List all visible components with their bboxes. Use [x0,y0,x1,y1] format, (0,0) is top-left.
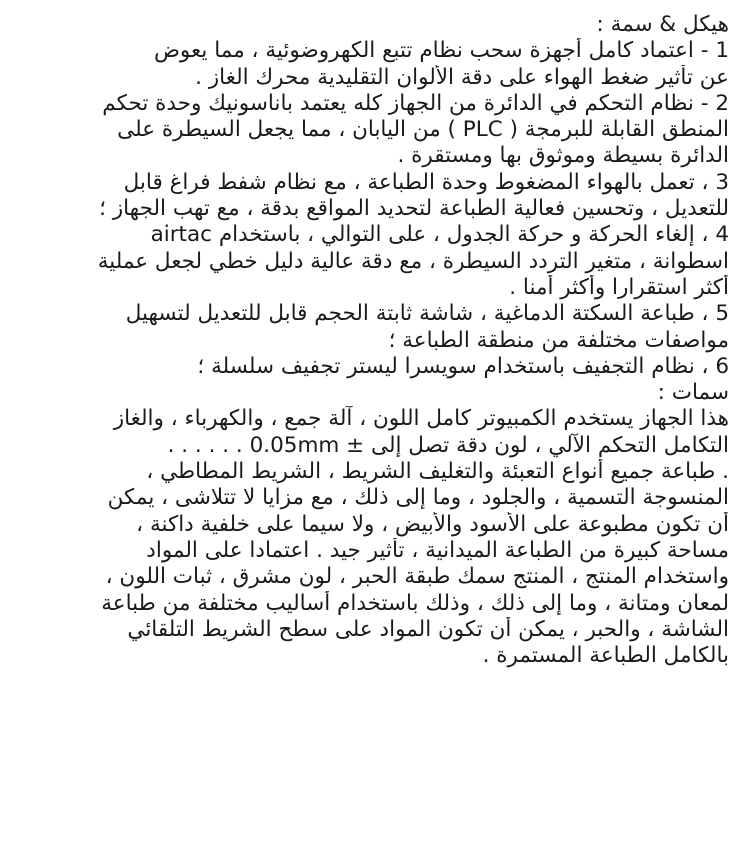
text-line: لمعان ومتانة ، وما إلى ذلك ، وذلك باستخدام أساليب مختلفة من طباعة [101,590,729,616]
text-line: مساحة كبيرة من الطباعة الميدانية ، تأثير جيد . اعتمادا على المواد [146,537,729,563]
text-line: 4 ، إلغاء الحركة و حركة الجدول ، على التوالي ، باستخدام airtac [150,222,729,248]
text-line: مواصفات مختلفة من منطقة الطباعة ؛ [388,327,729,353]
text-line: 3 ، تعمل بالهواء المضغوط وحدة الطباعة ، مع نظام شفط فراغ قابل [123,169,729,195]
text-line: التكامل التحكم الآلي ، لون دقة تصل إلى ± 0.05mm . . . . . . [167,432,729,458]
text-line: المنطق القابلة للبرمجة ( PLC ) من اليابان ، مما يجعل السيطرة على [117,117,729,143]
heading-features: سمات : [657,380,729,406]
text-line: 1 - اعتماد كامل أجهزة سحب نظام تتبع الكهروضوئية ، مما يعوض [153,38,729,64]
text-line: 6 ، نظام التجفيف باستخدام سويسرا ليستر تجفيف سلسلة ؛ [197,353,729,379]
text-line: المنسوجة التسمية ، والجلود ، وما إلى ذلك ، مع مزايا لا تتلاشى ، يمكن [107,485,729,511]
text-line: 2 - نظام التحكم في الدائرة من الجهاز كله يعتمد باناسونيك وحدة تحكم [102,90,729,116]
text-line: الشاشة ، والحبر ، يمكن أن تكون المواد على سطح الشريط التلقائي [127,616,729,642]
text-line: للتعديل ، وتحسين فعالية الطباعة لتحديد المواقع بدقة ، مع تهب الجهاز ؛ [99,196,729,222]
text-line: عن تأثير ضغط الهواء على دقة الألوان التقليدية محرك الغاز . [195,64,729,90]
text-line: الدائرة بسيطة وموثوق بها ومستقرة . [397,143,729,169]
text-line: واستخدام المنتج ، المنتج سمك طبقة الحبر ، لون مشرق ، ثبات اللون ، [105,564,729,590]
text-line: هذا الجهاز يستخدم الكمبيوتر كامل اللون ، آلة جمع ، والكهرباء ، والغاز [113,406,729,432]
text-line: أن تكون مطبوعة على الأسود والأبيض ، ولا سيما على خلفية داكنة ، [136,511,729,537]
text-line: 5 ، طباعة السكتة الدماغية ، شاشة ثابتة الحجم قابل للتعديل لتسهيل [125,301,729,327]
text-line: بالكامل الطباعة المستمرة . [482,643,729,669]
text-line: أكثر استقرارا وأكثر أمنا . [509,274,729,300]
text-line: . طباعة جميع أنواع التعبئة والتغليف الشريط ، الشريط المطاطي ، [146,459,729,485]
text-line: اسطوانة ، متغير التردد السيطرة ، مع دقة عالية دليل خطي لجعل عملية [97,248,729,274]
heading-structure-features: هيكل & سمة : [596,12,729,37]
